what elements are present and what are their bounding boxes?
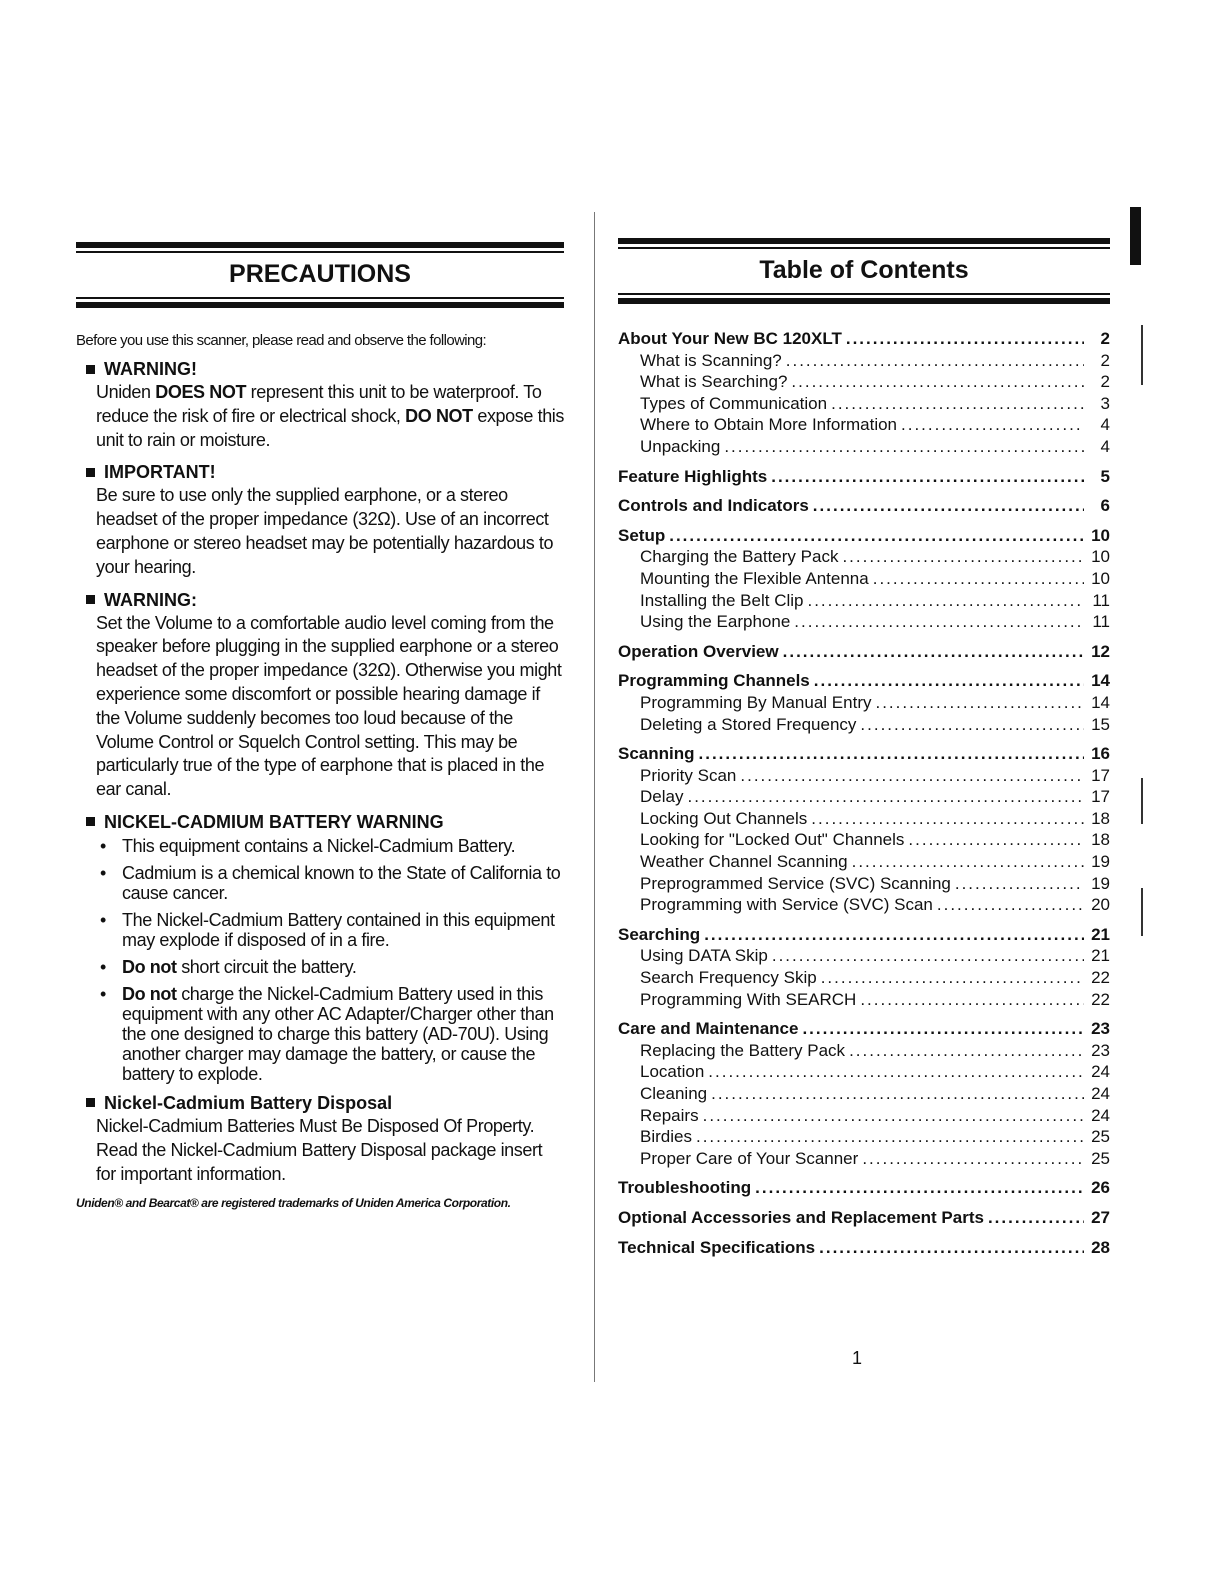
toc-entry-title: Birdies [640, 1127, 692, 1147]
toc-entry-title: Mounting the Flexible Antenna [640, 568, 869, 588]
toc-entry-title: Programming By Manual Entry [640, 692, 872, 712]
square-bullet-icon [86, 595, 95, 604]
square-bullet-icon [86, 365, 95, 374]
trademark-footnote: Uniden® and Bearcat® are registered trademarks of Uniden America Corporation. [76, 1196, 511, 1211]
toc-subentry [618, 829, 1110, 851]
toc-group [618, 1018, 1110, 1169]
toc-page-number: 4 [1100, 436, 1110, 456]
toc-dot-leader [937, 894, 1084, 916]
header-rule-bottom [618, 298, 1110, 304]
toc-entry-title: Programming with Service (SVC) Scan [640, 895, 933, 915]
toc-subentry [618, 1105, 1110, 1127]
toc-entry-title: Programming Channels [618, 671, 810, 691]
toc-page-number: 26 [1091, 1178, 1110, 1198]
list-item: • Do not charge the Nickel-Cadmium Battery used in this equipment with any other AC Adapter/Charger other than the one designed to charge this battery (AD-70U). Using another charger may damage the battery, or cause the battery to explode. [100, 983, 554, 1084]
toc-subentry [618, 1126, 1110, 1148]
toc-entry-title: Looking for "Locked Out" Channels [640, 830, 905, 850]
toc-list [618, 328, 1110, 1258]
toc-dot-leader [908, 829, 1084, 851]
toc-entry-title: Location [640, 1062, 705, 1082]
list-item: • This equipment contains a Nickel-Cadmium Battery. [100, 835, 516, 856]
important-text: Be sure to use only the supplied earphone, or a stereo headset of the proper impedance (32Ω). Use of an incorrect earphone or stereo headset may be potentially hazardous to your hearing. [96, 485, 554, 577]
toc-entry [618, 1177, 1110, 1199]
toc-dot-leader [772, 945, 1084, 967]
toc-entry-title: Search Frequency Skip [640, 968, 817, 988]
toc-subentry [618, 611, 1110, 633]
bullet-dot-icon: • [100, 862, 106, 883]
toc-page-number: 21 [1091, 924, 1110, 944]
toc-page-number: 10 [1091, 568, 1110, 588]
toc-entry-title: Where to Obtain More Information [640, 415, 898, 435]
toc-page-number: 25 [1091, 1148, 1110, 1168]
toc-subentry [618, 786, 1110, 808]
toc-subentry [618, 414, 1110, 436]
toc-dot-leader [875, 692, 1084, 714]
toc-group [618, 1207, 1110, 1229]
toc-dot-leader [955, 873, 1084, 895]
toc-dot-leader [842, 546, 1084, 568]
toc-title: Table of Contents [759, 256, 969, 284]
toc-page-number: 14 [1091, 692, 1110, 712]
toc-dot-leader [849, 1040, 1084, 1062]
toc-entry-title: Proper Care of Your Scanner [640, 1148, 859, 1168]
toc-page-number: 6 [1100, 496, 1110, 516]
toc-dot-leader [831, 393, 1084, 415]
toc-subentry [618, 714, 1110, 736]
toc-page-number: 2 [1100, 372, 1110, 392]
toc-group [618, 495, 1110, 517]
toc-entry [618, 466, 1110, 488]
toc-entry [618, 525, 1110, 547]
edge-mark [1141, 778, 1143, 824]
toc-dot-leader [819, 1237, 1084, 1259]
toc-subentry [618, 546, 1110, 568]
toc-dot-leader [711, 1083, 1084, 1105]
toc-dot-leader [988, 1207, 1084, 1229]
toc-page-number: 24 [1091, 1084, 1110, 1103]
toc-subentry [618, 945, 1110, 967]
toc-page-number: 28 [1091, 1237, 1110, 1257]
toc-entry-title: About Your New BC 120XLT [618, 329, 842, 348]
toc-entry-title: Locking Out Channels [640, 808, 808, 828]
toc-entry-title: Charging the Battery Pack [640, 547, 839, 567]
toc-page-number: 3 [1100, 393, 1110, 413]
list-item: • The Nickel-Cadmium Battery contained in this equipment may explode if disposed of in a fire. [100, 909, 555, 950]
toc-group [618, 466, 1110, 488]
square-bullet-icon [86, 468, 95, 477]
bullet-dot-icon: • [100, 983, 106, 1004]
toc-page-number: 19 [1091, 852, 1110, 872]
toc-entry-title: Scanning [618, 744, 695, 764]
toc-page-number: 27 [1091, 1207, 1110, 1227]
toc-dot-leader [724, 436, 1084, 458]
toc-dot-leader [862, 1148, 1084, 1170]
toc-dot-leader [807, 590, 1084, 612]
toc-entry-title: Weather Channel Scanning [640, 852, 848, 872]
toc-entry-title: Unpacking [640, 436, 721, 456]
toc-dot-leader [783, 641, 1084, 663]
edge-mark [1141, 325, 1143, 385]
edge-mark [1141, 888, 1143, 936]
toc-page-number: 22 [1091, 989, 1110, 1009]
toc-subentry [618, 1148, 1110, 1170]
volume-warning-title: WARNING: [104, 589, 197, 610]
toc-dot-leader [740, 765, 1084, 787]
toc-dot-leader [704, 924, 1084, 946]
toc-dot-leader [821, 967, 1084, 989]
toc-page-number: 18 [1091, 830, 1110, 850]
toc-dot-leader [811, 808, 1084, 830]
toc-entry-title: Types of Communication [640, 393, 828, 413]
toc-dot-leader [696, 1126, 1084, 1148]
toc-subentry [618, 350, 1110, 372]
toc-dot-leader [901, 414, 1084, 436]
toc-group [618, 1237, 1110, 1259]
toc-subentry [618, 568, 1110, 590]
toc-page-number: 5 [1100, 466, 1110, 486]
toc-entry-title: Repairs [640, 1105, 699, 1125]
toc-subentry [618, 371, 1110, 393]
toc-entry-title: Programming With SEARCH [640, 989, 857, 1009]
toc-page-number: 10 [1091, 547, 1110, 567]
toc-group [618, 1177, 1110, 1199]
toc-entry-title: Operation Overview [618, 641, 779, 661]
toc-page-number: 16 [1091, 744, 1110, 764]
toc-page-number: 25 [1091, 1127, 1110, 1147]
toc-page-number: 17 [1091, 787, 1110, 807]
warning-title: WARNING! [104, 359, 197, 379]
toc-group [618, 525, 1110, 633]
header-rule-top [618, 238, 1110, 244]
toc-page-number: 12 [1091, 641, 1110, 661]
toc-dot-leader [669, 525, 1084, 547]
toc-subentry [618, 967, 1110, 989]
toc-entry [618, 924, 1110, 946]
toc-section [618, 238, 1110, 1266]
toc-entry [618, 670, 1110, 692]
toc-page-number: 2 [1100, 350, 1110, 370]
toc-entry-title: What is Searching? [640, 372, 788, 392]
toc-page-number: 24 [1091, 1062, 1110, 1082]
toc-page-number: 11 [1092, 612, 1110, 632]
precautions-intro: Before you use this scanner, please read and observe the following: [76, 332, 487, 349]
toc-page-number: 2 [1100, 329, 1110, 348]
toc-page-number: 23 [1091, 1040, 1110, 1060]
toc-page-number: 19 [1091, 873, 1110, 893]
toc-subentry [618, 1083, 1110, 1105]
toc-dot-leader [755, 1177, 1084, 1199]
toc-subentry [618, 851, 1110, 873]
toc-dot-leader [791, 371, 1084, 393]
toc-dot-leader [802, 1018, 1084, 1040]
toc-dot-leader [771, 466, 1084, 488]
disposal-block [76, 1091, 564, 1186]
toc-page-number: 11 [1092, 590, 1110, 610]
important-block [76, 460, 564, 579]
toc-page-number: 18 [1091, 808, 1110, 828]
edge-index-tab [1130, 207, 1141, 265]
toc-page-number: 23 [1091, 1019, 1110, 1039]
toc-entry-title: Technical Specifications [618, 1237, 816, 1257]
header-rule-bottom [76, 302, 564, 308]
toc-subentry [618, 590, 1110, 612]
square-bullet-icon [86, 817, 95, 826]
toc-entry-title: Deleting a Stored Frequency [640, 714, 857, 734]
toc-dot-leader [813, 495, 1084, 517]
page-number: 1 [852, 1348, 863, 1368]
toc-entry [618, 1018, 1110, 1040]
toc-subentry [618, 1040, 1110, 1062]
toc-entry-title: Using the Earphone [640, 612, 791, 632]
toc-dot-leader [703, 1105, 1084, 1127]
toc-subentry [618, 1061, 1110, 1083]
toc-subentry [618, 808, 1110, 830]
toc-entry-title: Cleaning [640, 1084, 708, 1103]
toc-dot-leader [786, 350, 1084, 372]
toc-group [618, 743, 1110, 916]
bullet-dot-icon: • [100, 835, 106, 856]
toc-entry-title: Controls and Indicators [618, 496, 809, 516]
volume-warning-text: Set the Volume to a comfortable audio level coming from the speaker before plugging in the supplied earphone or a stereo headset of the proper impedance (32Ω). Otherwise you might experience some discomfort or possible hearing damage if the Volume suddenly becomes too loud because of the Volume Control or Squelch Control setting. This may be particularly true of the type of earphone that is placed in the ear canal. [96, 612, 562, 800]
toc-entry-title: Replacing the Battery Pack [640, 1040, 846, 1060]
important-title: IMPORTANT! [104, 462, 216, 483]
toc-dot-leader [708, 1061, 1084, 1083]
toc-entry [618, 1207, 1110, 1229]
list-item: • Do not short circuit the battery. [100, 956, 357, 977]
toc-page-number: 15 [1091, 714, 1110, 734]
toc-dot-leader [794, 611, 1084, 633]
toc-page-number: 4 [1100, 415, 1110, 435]
toc-subentry [618, 894, 1110, 916]
toc-subentry [618, 873, 1110, 895]
toc-group [618, 924, 1110, 1010]
toc-entry-title: Preprogrammed Service (SVC) Scanning [640, 873, 951, 893]
square-bullet-icon [86, 1098, 95, 1107]
toc-page-number: 10 [1091, 525, 1110, 545]
header-rule-bottom-thin [618, 293, 1110, 295]
nicad-warning-list [76, 836, 564, 1084]
toc-entry-title: Setup [618, 525, 666, 545]
warning-text: Uniden DOES NOT represent this unit to be waterproof. To reduce the risk of fire or electrical shock, DO NOT expose this unit to rain or moisture. [96, 382, 565, 450]
page-gutter-line [594, 212, 595, 1382]
header-rule-top [76, 242, 564, 248]
toc-entry-title: Optional Accessories and Replacement Parts [618, 1207, 984, 1227]
toc-entry-title: Delay [640, 787, 684, 807]
toc-entry-title: Troubleshooting [618, 1178, 752, 1198]
toc-group [618, 670, 1110, 735]
toc-page-number: 20 [1091, 895, 1110, 915]
toc-entry [618, 495, 1110, 517]
toc-subentry [618, 692, 1110, 714]
toc-entry [618, 743, 1110, 765]
toc-entry-title: Feature Highlights [618, 466, 768, 486]
toc-page-number: 14 [1091, 671, 1110, 691]
toc-dot-leader [873, 568, 1084, 590]
nicad-warning-block [76, 810, 564, 1084]
toc-subentry [618, 436, 1110, 458]
toc-dot-leader [860, 714, 1084, 736]
toc-dot-leader [860, 989, 1084, 1011]
toc-entry [618, 641, 1110, 663]
list-item: • Cadmium is a chemical known to the State of California to cause cancer. [100, 862, 561, 903]
toc-entry [618, 328, 1110, 350]
toc-entry-title: Care and Maintenance [618, 1019, 799, 1039]
nicad-warning-title: NICKEL-CADMIUM BATTERY WARNING [104, 811, 444, 832]
bullet-dot-icon: • [100, 909, 106, 930]
disposal-title: Nickel-Cadmium Battery Disposal [104, 1092, 393, 1113]
toc-page-number: 22 [1091, 968, 1110, 988]
toc-entry-title: Using DATA Skip [640, 946, 768, 966]
toc-entry [618, 1237, 1110, 1259]
toc-subentry [618, 989, 1110, 1011]
precautions-section [76, 242, 564, 1210]
toc-entry-title: Searching [618, 924, 701, 944]
toc-dot-leader [814, 670, 1084, 692]
toc-group [618, 328, 1110, 458]
header-rule-bottom-thin [76, 297, 564, 299]
volume-warning-block [76, 588, 564, 802]
toc-subentry [618, 765, 1110, 787]
toc-group [618, 641, 1110, 663]
precautions-title: PRECAUTIONS [229, 260, 411, 288]
toc-subentry [618, 393, 1110, 415]
toc-dot-leader [846, 328, 1084, 350]
toc-dot-leader [687, 786, 1084, 808]
bullet-dot-icon: • [100, 956, 106, 977]
toc-entry-title: Priority Scan [640, 765, 737, 785]
toc-page-number: 17 [1091, 765, 1110, 785]
disposal-text: Nickel-Cadmium Batteries Must Be Disposed Of Property. Read the Nickel-Cadmium Battery Disposal package insert for important information. [96, 1115, 543, 1184]
toc-page-number: 21 [1091, 946, 1110, 966]
toc-page-number: 24 [1091, 1105, 1110, 1125]
warning-block [76, 357, 564, 452]
toc-entry-title: What is Scanning? [640, 350, 782, 370]
toc-dot-leader [852, 851, 1084, 873]
toc-entry-title: Installing the Belt Clip [640, 590, 804, 610]
toc-dot-leader [699, 743, 1084, 765]
